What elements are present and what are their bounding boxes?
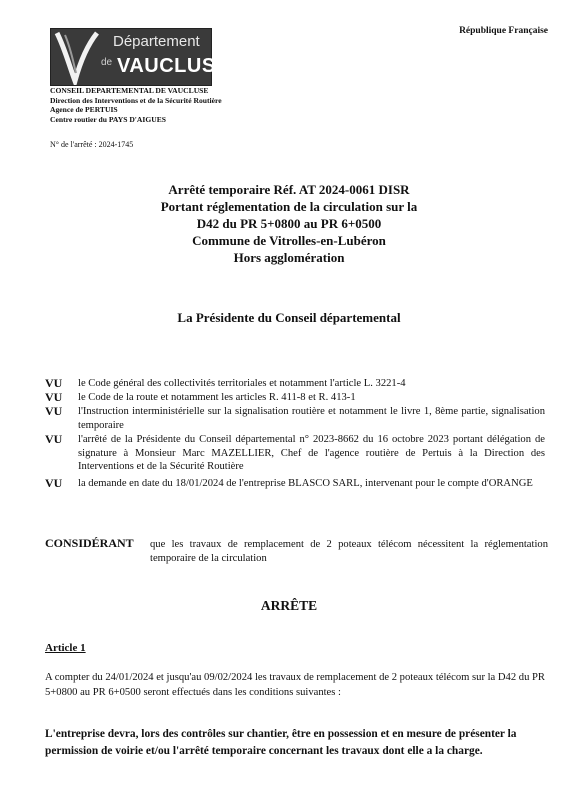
vu-item bbox=[45, 391, 545, 405]
org-line: CONSEIL DEPARTEMENTAL DE VAUCLUSE bbox=[50, 86, 209, 95]
vu-key: VU bbox=[45, 376, 63, 390]
title-line: Commune de Vitrolles-en-Lubéron bbox=[192, 233, 386, 248]
vu-text: l'Instruction interministérielle sur la signalisation routière et notamment le livre 1, 8ème partie, signalisation temporaire bbox=[78, 406, 545, 431]
org-line: Direction des Interventions et de la Sécurité Routière bbox=[50, 95, 222, 105]
article-1-text: A compter du 24/01/2024 et jusqu'au 09/02/2024 les travaux de remplacement de 2 poteaux télécom sur la D42 du PR 5+0800 au PR 6+0500 seront effectués dans les conditions suivantes : bbox=[45, 672, 546, 698]
logo-departement-text: Département bbox=[113, 33, 200, 50]
vu-item bbox=[45, 477, 545, 491]
title-line: Hors agglomération bbox=[233, 250, 345, 265]
vu-key: VU bbox=[45, 404, 63, 418]
vu-item bbox=[45, 377, 545, 391]
article-1-notice: L'entreprise devra, lors des contrôles sur chantier, être en possession et en mesure de présenter la permission de voirie et/ou l'arrêté temporaire concernant les travaux dont elle a la charge. bbox=[45, 728, 517, 757]
vu-key: VU bbox=[45, 432, 63, 446]
article-1-heading: Article 1 bbox=[45, 642, 86, 654]
vu-text: le Code général des collectivités territoriales et notamment l'article L. 3221-4 bbox=[78, 378, 406, 389]
departement-logo bbox=[50, 28, 230, 86]
org-line: Agence de PERTUIS bbox=[50, 105, 118, 114]
org-line: Centre routier du PAYS D'AIGUES bbox=[50, 114, 167, 124]
vu-text: le Code de la route et notamment les articles R. 411-8 et R. 413-1 bbox=[78, 392, 356, 403]
vu-text: l'arrêté de la Présidente du Conseil départemental n° 2023-8662 du 16 octobre 2023 portant délégation de signature à Monsieur Marc MAZELLIER, Chef de l'agence routière de Pertuis à la Direction des Interventions et de la Sécurité Routière bbox=[78, 434, 545, 473]
organisation-block bbox=[50, 86, 222, 124]
vu-item bbox=[45, 433, 545, 474]
title-block bbox=[0, 181, 578, 266]
republique-francaise: République Française bbox=[459, 26, 548, 36]
vu-key: VU bbox=[45, 476, 63, 490]
logo-vaucluse-text: VAUCLUSE bbox=[117, 55, 230, 77]
arrete-heading: ARRÊTE bbox=[260, 598, 318, 613]
considerant-key: CONSIDÉRANT bbox=[45, 536, 134, 550]
title-line: Portant réglementation de la circulation sur la bbox=[160, 199, 418, 214]
vu-item bbox=[45, 405, 545, 432]
arrete-number: N° de l'arrêté : 2024-1745 bbox=[50, 140, 134, 149]
president-heading: La Présidente du Conseil départemental bbox=[177, 310, 401, 325]
title-line: D42 du PR 5+0800 au PR 6+0500 bbox=[196, 216, 382, 231]
logo-v-mark-icon bbox=[51, 29, 101, 85]
title-line: Arrêté temporaire Réf. AT 2024-0061 DISR bbox=[168, 182, 410, 197]
logo-de-text: de bbox=[101, 57, 113, 68]
vu-text: la demande en date du 18/01/2024 de l'entreprise BLASCO SARL, intervenant pour le compte d'ORANGE bbox=[78, 478, 533, 489]
considerant-text: que les travaux de remplacement de 2 poteaux télécom nécessitent la réglementation temporaire de la circulation bbox=[150, 539, 548, 564]
vu-key: VU bbox=[45, 390, 63, 404]
